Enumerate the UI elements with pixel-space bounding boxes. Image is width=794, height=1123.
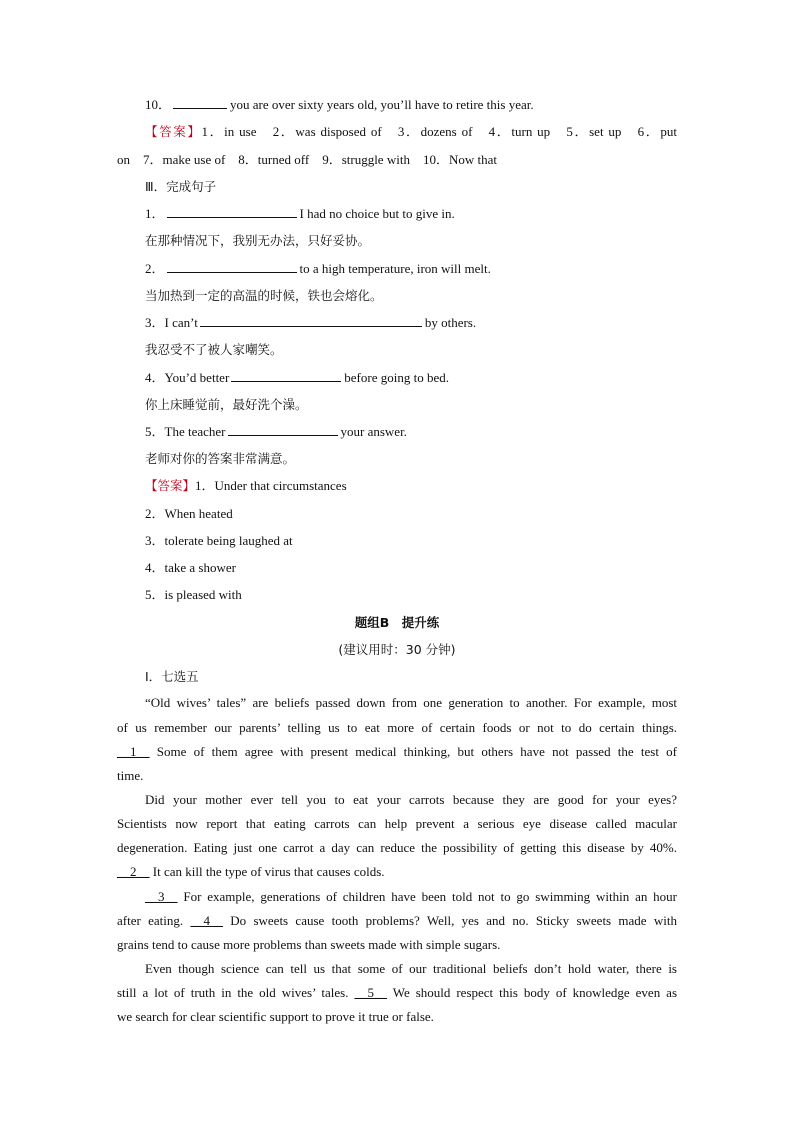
passage-text: Do sweets cause tooth problems? Well, yes and no. Sticky sweets made with — [230, 913, 678, 928]
cloze-blank-2: __2__ — [117, 864, 150, 879]
passage-text: Some of them agree with present medical thinking, but others have not passed the test of — [156, 744, 678, 759]
question-10 — [145, 96, 534, 114]
answer-line: 5．is pleased with — [145, 587, 242, 602]
item-number: 2． — [145, 261, 165, 276]
item-text: by others. — [424, 315, 477, 330]
passage-line: Even though science can tell us that some of our traditional beliefs don’t hold water, there is — [145, 961, 677, 976]
item-translation: 我忍受不了被人家嘲笑。 — [145, 342, 283, 357]
passage-line: we search for clear scientific support to prove it true or false. — [117, 1009, 434, 1024]
passage-text: For example, generations of children have been told not to go swimming within an hour — [183, 889, 677, 904]
item-translation: 你上床睡觉前，最好洗个澡。 — [145, 397, 308, 412]
answer-text: 1．in use 2．was disposed of 3．dozens of 4．turn up 5．set up 6．put — [201, 124, 677, 139]
answer-line: 2．When heated — [145, 506, 233, 521]
item-translation: 当加热到一定的高温的时候，铁也会熔化。 — [145, 288, 383, 303]
answer-blank — [167, 205, 297, 218]
answer-blank — [173, 96, 227, 109]
item-number: 1． — [145, 206, 165, 221]
cloze-blank-3: __3__ — [145, 889, 178, 904]
sentence-item-5 — [145, 423, 407, 441]
item-number: 3． — [145, 315, 165, 330]
group-title: 题组B 提升练 — [354, 615, 440, 630]
sentence-item-1 — [145, 205, 455, 223]
passage-line: Scientists now report that eating carrots can help prevent a serious eye disease called macular — [117, 816, 677, 831]
item-text-before: The teacher — [164, 424, 226, 439]
answer-line: 4．take a shower — [145, 560, 236, 575]
passage-line: of us remember our parents’ telling us to eat more of certain foods or not to do certain things. — [117, 720, 677, 735]
passage-line — [117, 984, 677, 1002]
item-text-before: You’d better — [164, 370, 230, 385]
passage-line: grains tend to cause more problems than sweets made with simple sugars. — [117, 937, 501, 952]
item-text: your answer. — [340, 424, 407, 439]
answer-line-continued: on 7．make use of 8．turned off 9．struggle with 10．Now that — [117, 152, 497, 167]
question-text: you are over sixty years old, you’ll have to retire this year. — [230, 97, 534, 112]
answer-line — [145, 477, 347, 495]
sentence-item-4 — [145, 369, 449, 387]
item-text-before: I can’t — [164, 315, 198, 330]
answer-line — [117, 123, 677, 141]
passage-text: It can kill the type of virus that causes colds. — [152, 864, 385, 879]
passage-line: degeneration. Eating just one carrot a day can reduce the possibility of getting this disease by 40%. — [117, 840, 677, 855]
group-subtitle: (建议用时：30 分钟) — [338, 642, 456, 657]
item-text: before going to bed. — [344, 370, 449, 385]
answer-blank — [167, 260, 297, 273]
item-number: 4． — [145, 370, 165, 385]
sentence-item-3 — [145, 314, 476, 332]
passage-text: still a lot of truth in the old wives’ tales. — [117, 985, 349, 1000]
sentence-item-2 — [145, 260, 491, 278]
item-text: to a high temperature, iron will melt. — [299, 261, 491, 276]
item-number: 5． — [145, 424, 165, 439]
cloze-blank-4: __4__ — [190, 913, 223, 928]
answer-line: 3．tolerate being laughed at — [145, 533, 293, 548]
passage-line — [117, 743, 677, 761]
answer-blank — [231, 369, 341, 382]
passage-text: We should respect this body of knowledge even as — [392, 985, 678, 1000]
passage-line: time. — [117, 768, 144, 783]
answer-blank — [228, 423, 338, 436]
answer-tag: 【答案】 — [145, 478, 196, 493]
question-number: 10． — [145, 97, 172, 112]
item-translation: 在那种情况下，我别无办法，只好妥协。 — [145, 233, 371, 248]
passage-line — [117, 912, 677, 930]
passage-line — [117, 863, 385, 881]
section-heading: Ⅰ．七选五 — [145, 669, 199, 684]
passage-line: “Old wives’ tales” are beliefs passed down from one generation to another. For example, most — [145, 695, 677, 710]
passage-line — [117, 888, 677, 906]
passage-text: after eating. — [117, 913, 184, 928]
answer-tag: 【答案】 — [145, 124, 202, 139]
section-heading: Ⅲ．完成句子 — [145, 179, 217, 194]
cloze-blank-5: __5__ — [354, 985, 387, 1000]
passage-line: Did your mother ever tell you to eat your carrots because they are good for your eyes? — [145, 792, 677, 807]
item-text: I had no choice but to give in. — [299, 206, 455, 221]
item-translation: 老师对你的答案非常满意。 — [145, 451, 296, 466]
answer-text: 1．Under that circumstances — [195, 478, 347, 493]
cloze-blank-1: __1__ — [117, 744, 150, 759]
answer-blank — [200, 314, 422, 327]
